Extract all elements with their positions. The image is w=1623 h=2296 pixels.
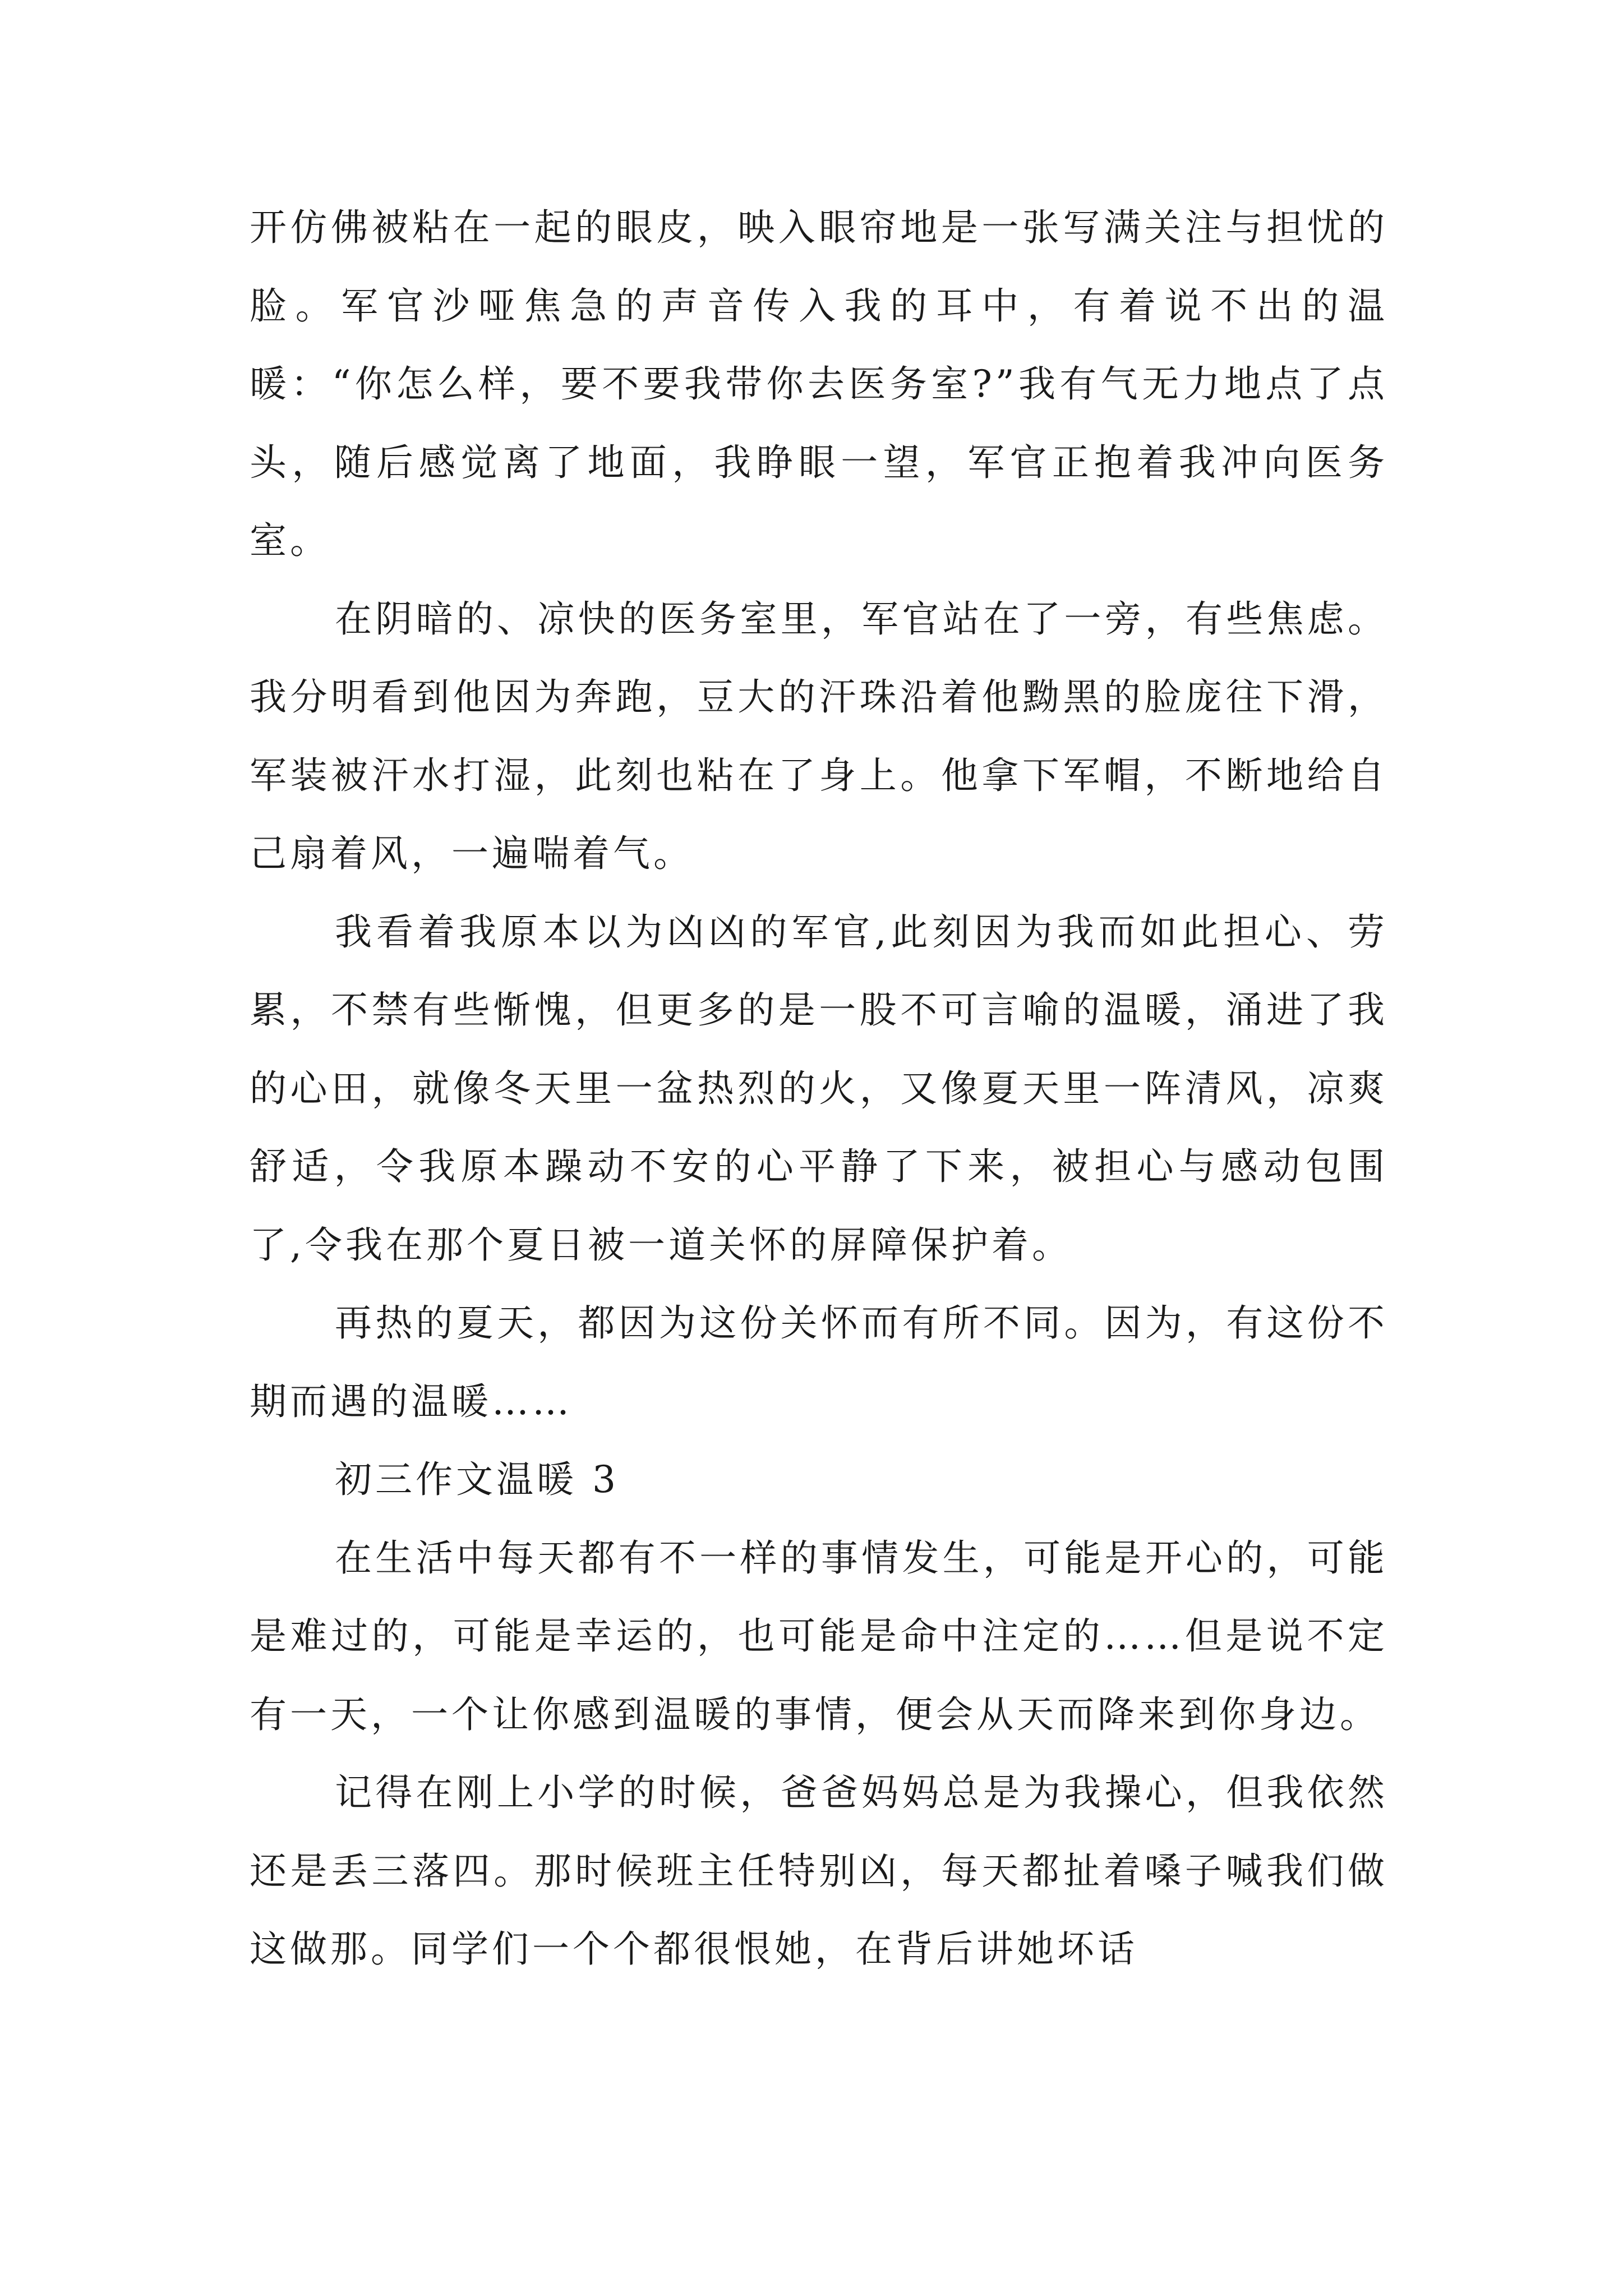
paragraph-5: 在生活中每天都有不一样的事情发生，可能是开心的，可能是难过的，可能是幸运的，也可能是命中注定的……但是说不定有一天，一个让你感到温暖的事情，便会从天而降来到你身边。 xyxy=(250,1536,1388,1736)
paragraph-6: 记得在刚上小学的时候，爸爸妈妈总是为我操心，但我依然还是丢三落四。那时候班主任特别凶，每天都扯着嗓子喊我们做这做那。同学们一个个都很恨她，在背后讲她坏话 xyxy=(250,1771,1388,1971)
paragraph-4: 再热的夏天，都因为这份关怀而有所不同。因为，有这份不期而遇的温暖…… xyxy=(250,1301,1388,1423)
paragraph-1: 开仿佛被粘在一起的眼皮，映入眼帘地是一张写满关注与担忧的脸。军官沙哑焦急的声音传入我的耳中，有着说不出的温暖：“你怎么样，要不要我带你去医务室?”我有气无力地点了点头，随后感觉离了地面，我睁眼一望，军官正抱着我冲向医务室。 xyxy=(250,206,1388,562)
section-heading: 初三作文温暖 3 xyxy=(335,1458,619,1501)
paragraph-3: 我看着我原本以为凶凶的军官,此刻因为我而如此担心、劳累，不禁有些惭愧，但更多的是一股不可言喻的温暖，涌进了我的心田，就像冬天里一盆热烈的火，又像夏天里一阵清风，凉爽舒适，令我原本躁动不安的心平静了下来，被担心与感动包围了,令我在那个夏日被一道关怀的屏障保护着。 xyxy=(250,910,1388,1267)
paragraph-2: 在阴暗的、凉快的医务室里，军官站在了一旁，有些焦虑。我分明看到他因为奔跑，豆大的汗珠沿着他黝黑的脸庞往下滑，军装被汗水打湿，此刻也粘在了身上。他拿下军帽，不断地给自己扇着风，一遍喘着气。 xyxy=(250,597,1388,875)
document-body xyxy=(250,188,1388,1989)
